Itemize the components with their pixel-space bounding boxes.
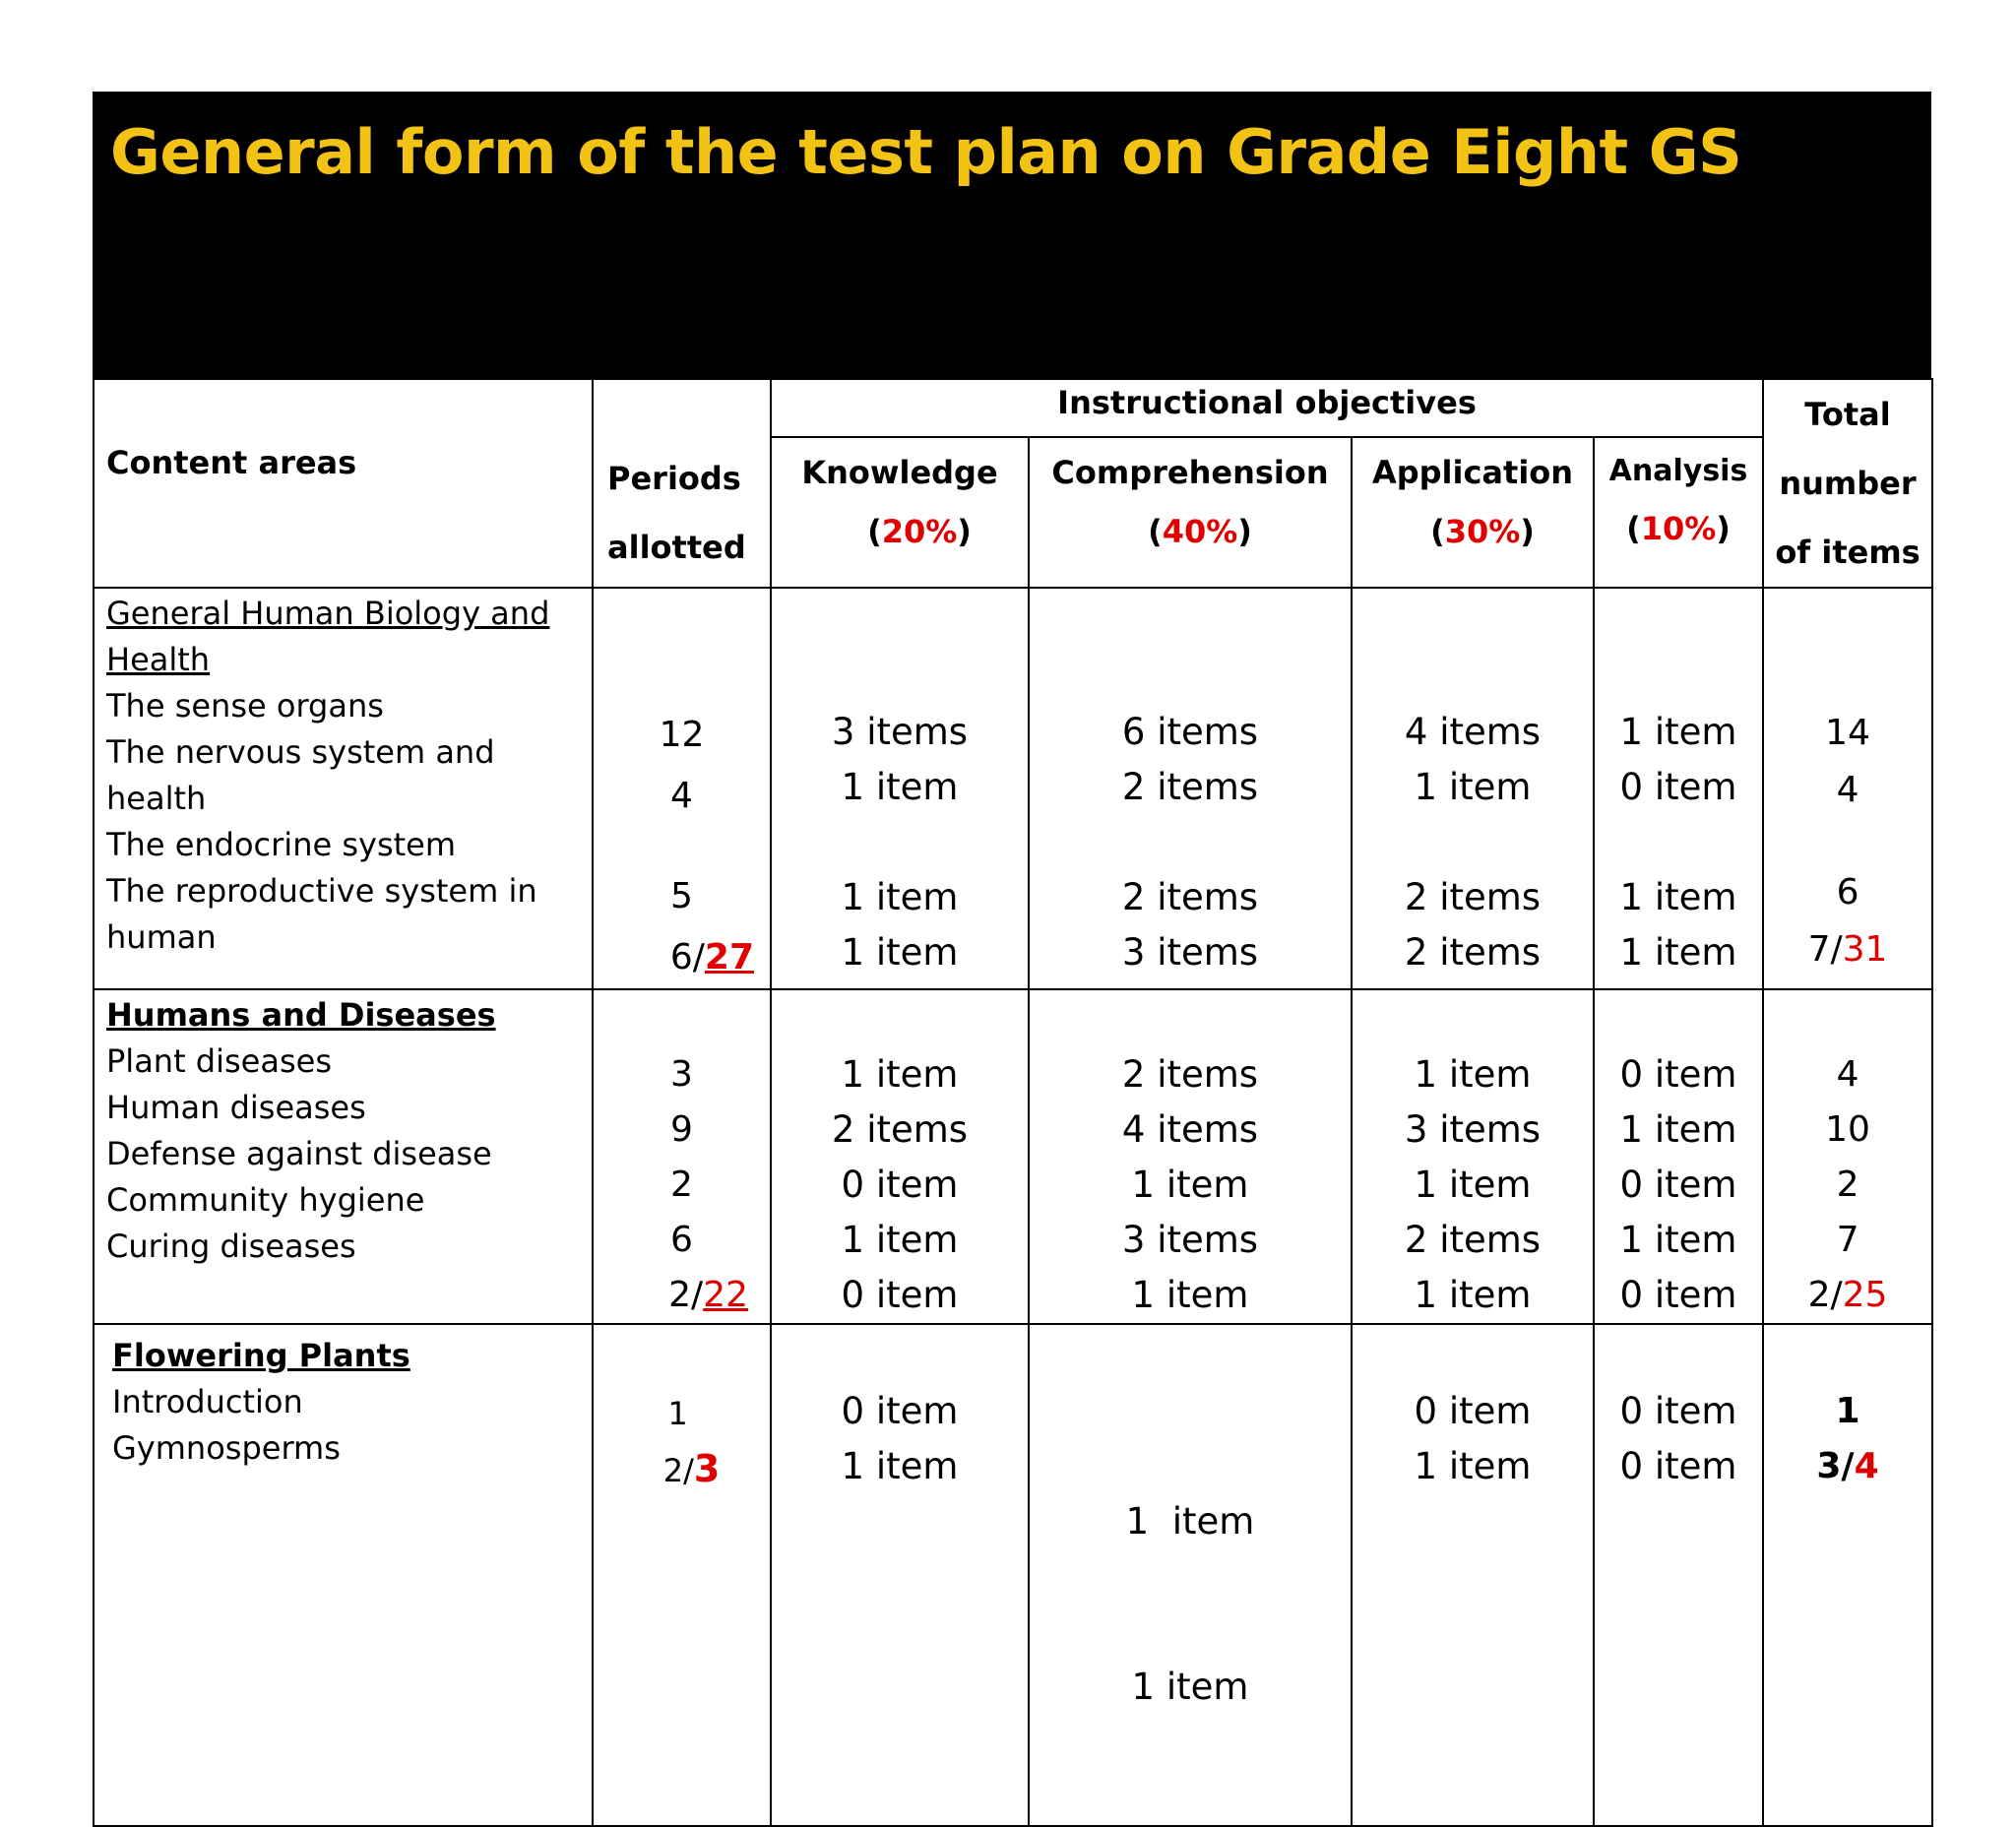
header-analysis: Analysis (10%) <box>1594 437 1763 588</box>
total-cell <box>1763 588 1932 989</box>
periods-cell <box>593 989 771 1324</box>
total-value: 2/ <box>1807 1275 1843 1315</box>
comprehension-cell <box>1029 1324 1352 1826</box>
item-count: 2 items <box>831 1108 969 1151</box>
application-cell <box>1352 989 1594 1324</box>
item-count: 4 items <box>1121 1108 1259 1151</box>
section-title: General Human Biology and <box>106 595 550 632</box>
list-item: Community hygiene <box>106 1181 425 1219</box>
page-title: General form of the test plan on Grade Eight GS <box>110 116 1742 188</box>
item-count: 1 item <box>1131 1164 1249 1206</box>
analysis-cell <box>1594 1324 1763 1826</box>
list-item: Human diseases <box>106 1089 366 1126</box>
item-count: 1 item <box>1619 1219 1737 1261</box>
list-item: Gymnosperms <box>112 1429 341 1467</box>
item-count: 3 items <box>1121 931 1259 974</box>
header-application-pct: 30% <box>1444 513 1521 550</box>
knowledge-cell <box>771 989 1029 1324</box>
item-count: 2 items <box>1121 766 1259 808</box>
section-content <box>94 989 593 1324</box>
periods-cell <box>593 1324 771 1826</box>
application-cell <box>1352 588 1594 989</box>
item-count: 3 items <box>831 711 969 753</box>
total-sum: 25 <box>1842 1275 1888 1315</box>
item-count: 2 items <box>1121 876 1259 918</box>
header-total-line2: number <box>1779 465 1917 502</box>
periods-total: 22 <box>703 1275 748 1315</box>
period-value: 2/ <box>662 1452 694 1489</box>
item-count: 2 items <box>1404 931 1542 974</box>
list-item: Introduction <box>112 1383 303 1420</box>
analysis-cell <box>1594 588 1763 989</box>
total-value: 4 <box>1836 1054 1859 1095</box>
item-count: 1 item <box>1414 766 1532 808</box>
list-item: human <box>106 918 217 956</box>
header-total <box>1763 379 1932 588</box>
total-value: 6 <box>1836 872 1859 913</box>
item-count: 0 item <box>1619 1274 1737 1316</box>
header-comprehension-label: Comprehension <box>1051 454 1329 491</box>
section-title-cont: Health <box>106 641 211 678</box>
list-item: The sense organs <box>106 687 384 724</box>
item-count: 4 items <box>1404 711 1542 753</box>
header-instructional-objectives <box>771 379 1763 437</box>
item-count: 0 item <box>841 1390 959 1432</box>
table-row <box>94 588 1932 989</box>
item-count: 0 item <box>1619 1445 1737 1487</box>
header-content-areas-label: Content areas <box>106 444 357 481</box>
list-item: Defense against disease <box>106 1135 492 1172</box>
item-count: 1 item <box>1619 931 1737 974</box>
section-title: Humans and Diseases <box>106 996 496 1034</box>
list-item: health <box>106 780 207 817</box>
item-count: 1 item <box>1619 711 1737 753</box>
header-analysis-label: Analysis <box>1608 454 1748 488</box>
knowledge-cell <box>771 588 1029 989</box>
period-value: 1 <box>667 1395 688 1432</box>
header-periods <box>593 379 771 588</box>
list-item: The nervous system and <box>106 733 495 771</box>
item-count: 1 item <box>841 931 959 974</box>
period-value: 9 <box>670 1109 693 1150</box>
total-sum: 4 <box>1854 1446 1879 1486</box>
item-count: 1 item <box>1414 1053 1532 1096</box>
total-value: 14 <box>1825 713 1870 753</box>
period-value: 12 <box>659 715 705 755</box>
header-knowledge: Knowledge (20%) <box>771 437 1029 588</box>
item-count: 0 item <box>841 1164 959 1206</box>
total-value: 7/ <box>1807 929 1843 970</box>
period-value: 6/ <box>669 937 705 977</box>
table-row <box>94 989 1932 1324</box>
total-sum: 31 <box>1842 929 1888 970</box>
header-comprehension-pct: 40% <box>1162 513 1238 550</box>
periods-total: 27 <box>704 937 754 977</box>
knowledge-cell <box>771 1324 1029 1826</box>
header-application-label: Application <box>1371 454 1574 491</box>
item-count: 0 item <box>1619 1053 1737 1096</box>
item-count: 1 item <box>841 1219 959 1261</box>
item-count: 1 item <box>841 876 959 918</box>
list-item: Plant diseases <box>106 1042 332 1080</box>
period-value: 5 <box>670 876 693 916</box>
total-cell <box>1763 989 1932 1324</box>
item-count: 1 item <box>1414 1164 1532 1206</box>
list-item: The reproductive system in <box>106 872 537 910</box>
item-count: 0 item <box>1619 1164 1737 1206</box>
total-value: 4 <box>1836 770 1859 810</box>
item-count: 2 items <box>1121 1053 1259 1096</box>
period-value: 6 <box>670 1220 693 1260</box>
item-count: 0 item <box>1414 1390 1532 1432</box>
period-value: 4 <box>670 776 693 816</box>
total-value: 1 <box>1835 1391 1860 1431</box>
header-knowledge-label: Knowledge <box>801 454 998 491</box>
item-count: 1 item <box>841 1445 959 1487</box>
list-item: Curing diseases <box>106 1228 356 1265</box>
analysis-cell <box>1594 989 1763 1324</box>
item-count: 2 items <box>1404 1219 1542 1261</box>
test-plan-table <box>93 378 1933 1827</box>
item-count: 1 item <box>1414 1445 1532 1487</box>
item-count: 1 item <box>841 766 959 808</box>
header-comprehension: Comprehension (40%) <box>1029 437 1352 588</box>
total-value: 3/ <box>1816 1446 1855 1486</box>
item-count: 1 item <box>841 1053 959 1096</box>
section-content <box>94 588 593 989</box>
header-analysis-pct: 10% <box>1640 510 1717 547</box>
section-content <box>94 1324 593 1826</box>
item-count: 6 items <box>1121 711 1259 753</box>
comprehension-cell <box>1029 989 1352 1324</box>
header-instructional-objectives-label: Instructional objectives <box>1057 384 1477 421</box>
header-periods-line1: Periods <box>607 460 741 497</box>
item-count: 1 item <box>1131 1666 1249 1708</box>
header-periods-line2: allotted <box>607 529 746 566</box>
table-row <box>94 1324 1932 1826</box>
item-count: 3 items <box>1121 1219 1259 1261</box>
item-count: 3 items <box>1404 1108 1542 1151</box>
header-total-line3: of items <box>1775 534 1921 571</box>
item-count: 0 item <box>1619 766 1737 808</box>
total-value: 10 <box>1825 1109 1870 1150</box>
section-title: Flowering Plants <box>112 1337 410 1374</box>
item-count: 1 item <box>1414 1274 1532 1316</box>
period-value: 2 <box>670 1165 693 1205</box>
item-count: 0 item <box>841 1274 959 1316</box>
total-value: 2 <box>1836 1165 1859 1205</box>
application-cell <box>1352 1324 1594 1826</box>
item-count: 2 items <box>1404 876 1542 918</box>
item-count: 1 item <box>1125 1500 1255 1543</box>
period-value: 3 <box>670 1054 693 1095</box>
period-value: 2/ <box>668 1275 704 1315</box>
item-count: 1 item <box>1619 1108 1737 1151</box>
item-count: 1 item <box>1131 1274 1249 1316</box>
comprehension-cell <box>1029 588 1352 989</box>
header-application: Application (30%) <box>1352 437 1594 588</box>
header-content-areas <box>94 379 593 588</box>
header-knowledge-pct: 20% <box>881 513 958 550</box>
periods-cell <box>593 588 771 989</box>
total-value: 7 <box>1836 1220 1859 1260</box>
list-item: The endocrine system <box>106 826 457 863</box>
item-count: 0 item <box>1619 1390 1737 1432</box>
periods-total: 3 <box>693 1447 721 1490</box>
header-total-line1: Total <box>1804 396 1891 433</box>
item-count: 1 item <box>1619 876 1737 918</box>
total-cell <box>1763 1324 1932 1826</box>
